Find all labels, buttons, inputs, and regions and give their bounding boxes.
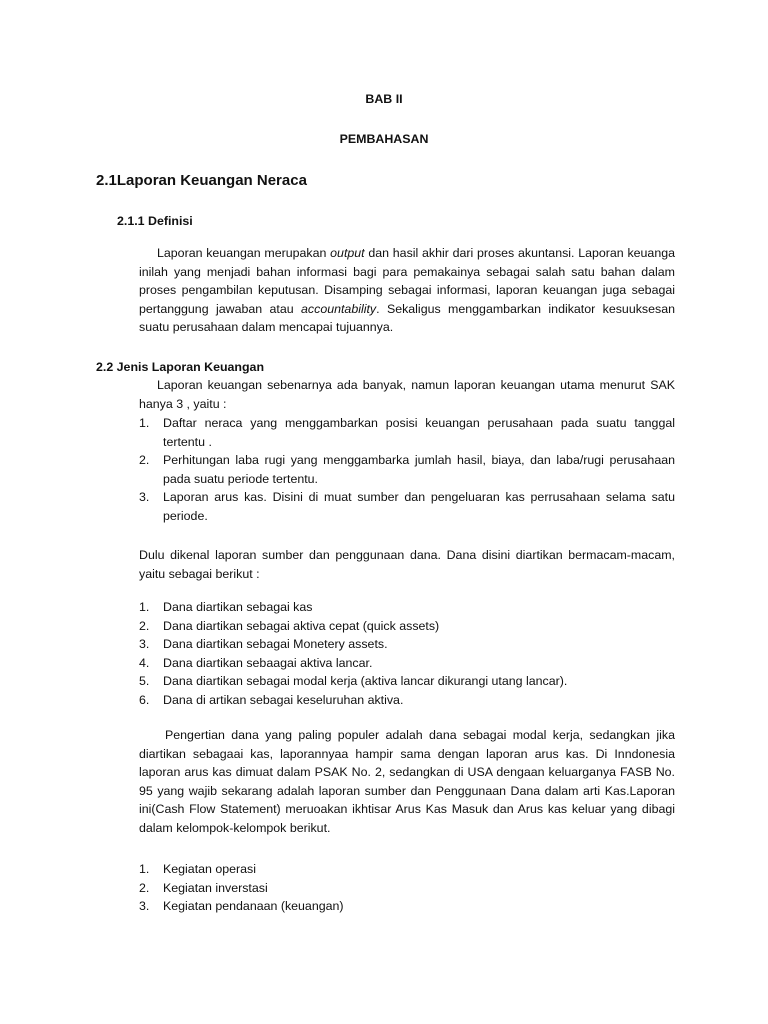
dana-intro: Dulu dikenal laporan sumber dan penggunaan dana. Dana disini diartikan bermacam-macam, yaitu sebagai berikut :	[139, 548, 675, 581]
list-item: 3. Laporan arus kas. Disini di muat sumber dan pengeluaran kas perrusahaan selama satu periode.	[139, 490, 675, 523]
list-item: 1. Kegiatan operasi	[139, 862, 256, 876]
definisi-text-b: dan hasil akhir dari proses akuntansi. Laporan keuanga inilah yang menjadi bahan informasi bagi para pemakainya sebagai salah satu bahan dalam proses pengambilan keputusan. Disamping sebagai informasi, laporan keuangan juga sebagai pertanggung jawaban atau	[139, 246, 675, 316]
definisi-text-c: . Sekaligus menggambarkan indikator kesuuksesan suatu perusahaan dalam mencapai tujuannya.	[139, 301, 675, 335]
list-item: 3. Dana diartikan sebagai Monetery assets.	[139, 637, 388, 652]
list-item: 1. Dana diartikan sebagai kas	[139, 600, 313, 614]
jenis-list	[139, 414, 675, 526]
section-title: Laporan Keuangan Neraca	[116, 172, 307, 189]
chapter-label: BAB II	[365, 92, 403, 106]
list-item: 6. Dana di artikan sebagai keseluruhan aktiva.	[139, 692, 404, 707]
definisi-accountability-term: accountability	[301, 301, 377, 316]
pengertian-paragraph: Pengertian dana yang paling populer adalah dana sebagai modal kerja, sedangkan jika diartikan sebagaai kas, laporannyaa hampir sama dengan laporan arus kas. Di Inndonesia laporan arus kas dimuat dalam PSAK No. 2, sedangkan di USA dengaan keluarganya FASB No. 95 yang wajib sekarang adalah laporan sumber dan Penggunaan Dana dalam arti Kas.Laporan ini(Cash Flow Statement) meruoakan ikhtisar Arus Kas Masuk dan Arus kas keluar yang dibagi dalam kelompok-kelompok berikut.	[139, 728, 675, 835]
dana-list	[139, 598, 675, 710]
section-heading-2-1	[96, 172, 307, 191]
jenis-intro: Laporan keuangan sebenarnya ada banyak, namun laporan keuangan utama menurut SAK hanya 3 , yaitu :	[139, 378, 675, 411]
section-number: 2.1	[96, 172, 117, 189]
list-item: 5. Dana diartikan sebagai modal kerja (aktiva lancar dikurangi utang lancar).	[139, 674, 568, 689]
definisi-text-a: Laporan keuangan merupakan	[157, 246, 331, 260]
kegiatan-list	[139, 860, 675, 916]
list-item: 2. Kegiatan inverstasi	[139, 880, 268, 895]
list-item: 4. Dana diartikan sebaagai aktiva lancar.	[139, 655, 373, 670]
subsection-heading-2-1-1: 2.1.1 Definisi	[117, 214, 193, 228]
definisi-output-term: output	[330, 246, 365, 260]
chapter-title: PEMBAHASAN	[339, 132, 429, 146]
definisi-paragraph	[139, 244, 675, 337]
list-item: 2. Dana diartikan sebagai aktiva cepat (quick assets)	[139, 618, 440, 633]
list-item: 3. Kegiatan pendanaan (keuangan)	[139, 899, 344, 914]
list-item: 2. Perhitungan laba rugi yang menggambarka jumlah hasil, biaya, dan laba/rugi perusahaan pada suatu periode tertentu.	[139, 453, 675, 486]
section-heading-2-2: 2.2 Jenis Laporan Keuangan	[96, 360, 265, 374]
list-item: 1. Daftar neraca yang menggambarkan posisi keuangan perusahaan pada suatu tanggal tertentu .	[139, 416, 675, 449]
